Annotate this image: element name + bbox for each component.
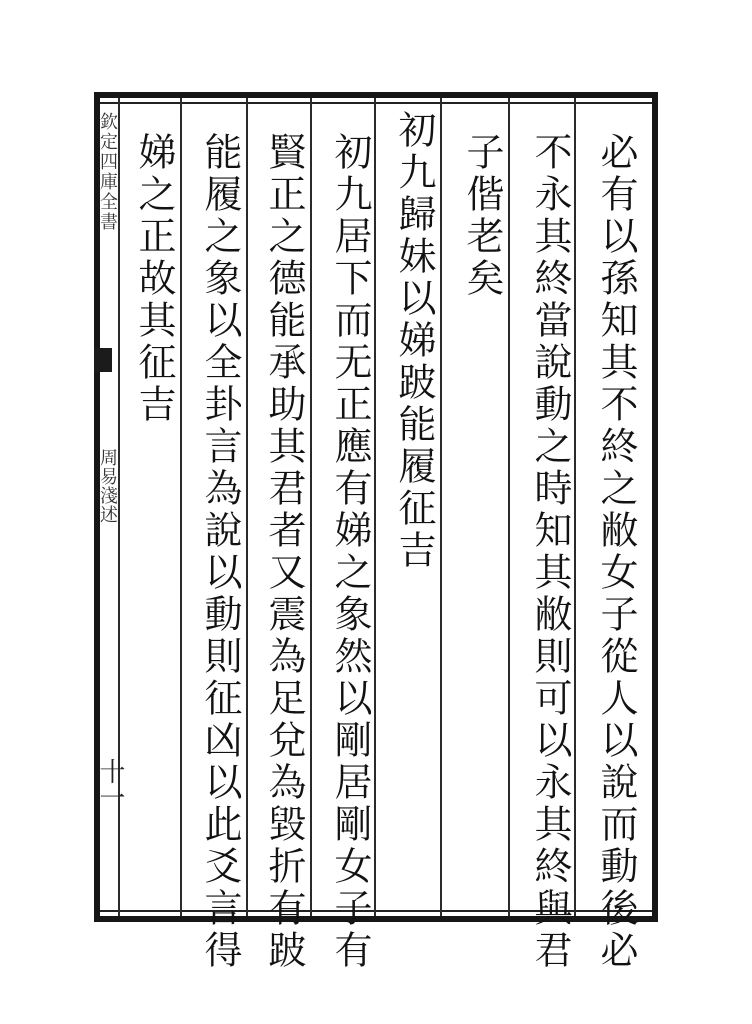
text-column-2: 不永其終當說動之時知其敝則可以永其終與君 — [528, 132, 572, 972]
section-title: 周易淺述 — [97, 448, 118, 524]
text-column-3: 子偕老矣 — [460, 132, 504, 300]
page-margin-strip — [94, 98, 125, 916]
text-column-8: 娣之正故其征吉 — [132, 132, 176, 426]
text-column-5: 初九居下而无正應有娣之象然以剛居剛女子有 — [328, 132, 372, 972]
column-rule — [440, 98, 442, 916]
column-rule — [574, 98, 576, 916]
column-rule — [508, 98, 510, 916]
column-rule — [246, 98, 248, 916]
book-title: 欽定四庫全書 — [97, 112, 118, 232]
column-rule — [180, 98, 182, 916]
column-rule — [374, 98, 376, 916]
text-column-1: 必有以孫知其不終之敝女子從人以說而動後必 — [594, 132, 638, 972]
fishtail-mark — [94, 348, 112, 370]
fishtail-line — [94, 370, 112, 372]
text-column-6: 賢正之德能承助其君者又震為足兌為毀折有跛 — [262, 132, 306, 972]
text-column-7: 能履之象以全卦言為說以動則征凶以此爻言得 — [198, 132, 242, 972]
inner-border-top — [100, 102, 652, 104]
column-rule — [310, 98, 312, 916]
text-block — [94, 92, 658, 972]
text-column-4: 初九歸妹以娣跛能履征吉 — [392, 110, 436, 572]
page-number: 十一 — [95, 758, 125, 810]
